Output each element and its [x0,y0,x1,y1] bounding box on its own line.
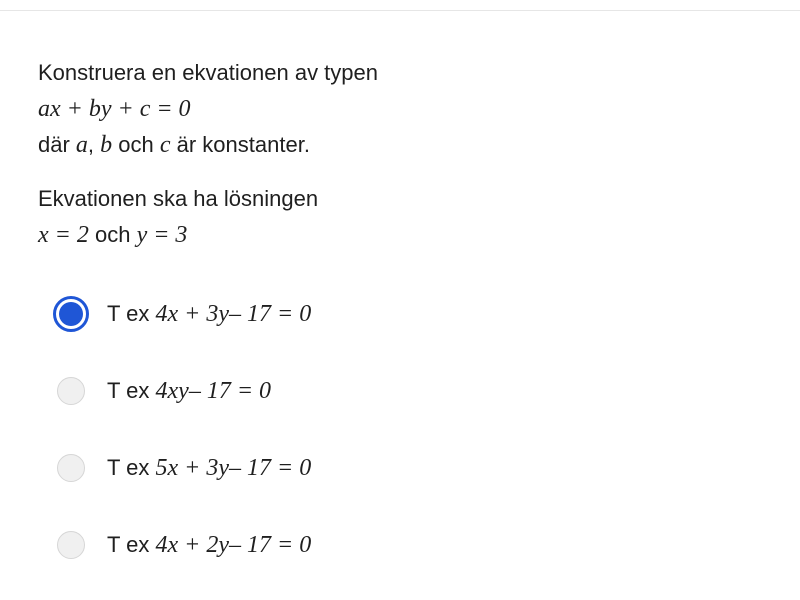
option-equation: 4x + 2y– 17 = 0 [155,531,312,558]
radio-button[interactable] [57,377,85,405]
option-prefix: T ex [107,300,156,326]
equation-form [38,91,758,127]
top-divider [0,10,800,11]
constants-separator: , [87,132,101,157]
constant-b: b [100,132,113,158]
answer-option-1[interactable] [54,292,754,336]
constants-text-post: är konstanter. [170,132,310,157]
answer-options [54,292,754,600]
question-text [38,55,758,253]
question-line-3 [38,127,758,163]
radio-button-selected[interactable] [53,296,89,332]
constants-text-mid: och [112,132,160,157]
radio-button[interactable] [57,531,85,559]
option-prefix: T ex [107,531,156,557]
option-equation: 5x + 3y– 17 = 0 [155,454,312,481]
constant-c: c [159,132,171,158]
option-equation: 4x + 3y– 17 = 0 [155,300,312,327]
solution-line [38,217,758,253]
radio-button[interactable] [57,454,85,482]
option-label [107,378,271,405]
option-prefix: T ex [107,454,156,480]
question-line-1: Konstruera en ekvationen av typen [38,60,379,85]
answer-option-4[interactable] [54,523,754,567]
option-label [107,455,311,482]
option-prefix: T ex [107,377,156,403]
solution-x: x = 2 [38,222,89,248]
option-label [107,301,311,328]
question-line-4: Ekvationen ska ha lösningen [38,186,319,211]
equation-form-math: ax + by + c = 0 [38,96,191,122]
option-equation: 4xy– 17 = 0 [155,377,272,404]
constant-a: a [75,132,88,158]
answer-option-3[interactable] [54,446,754,490]
option-label [107,532,311,559]
solution-y: y = 3 [136,222,188,248]
constants-text-pre: där [38,132,76,157]
solution-and: och [88,222,137,247]
answer-option-2[interactable] [54,369,754,413]
spacer [38,163,758,181]
